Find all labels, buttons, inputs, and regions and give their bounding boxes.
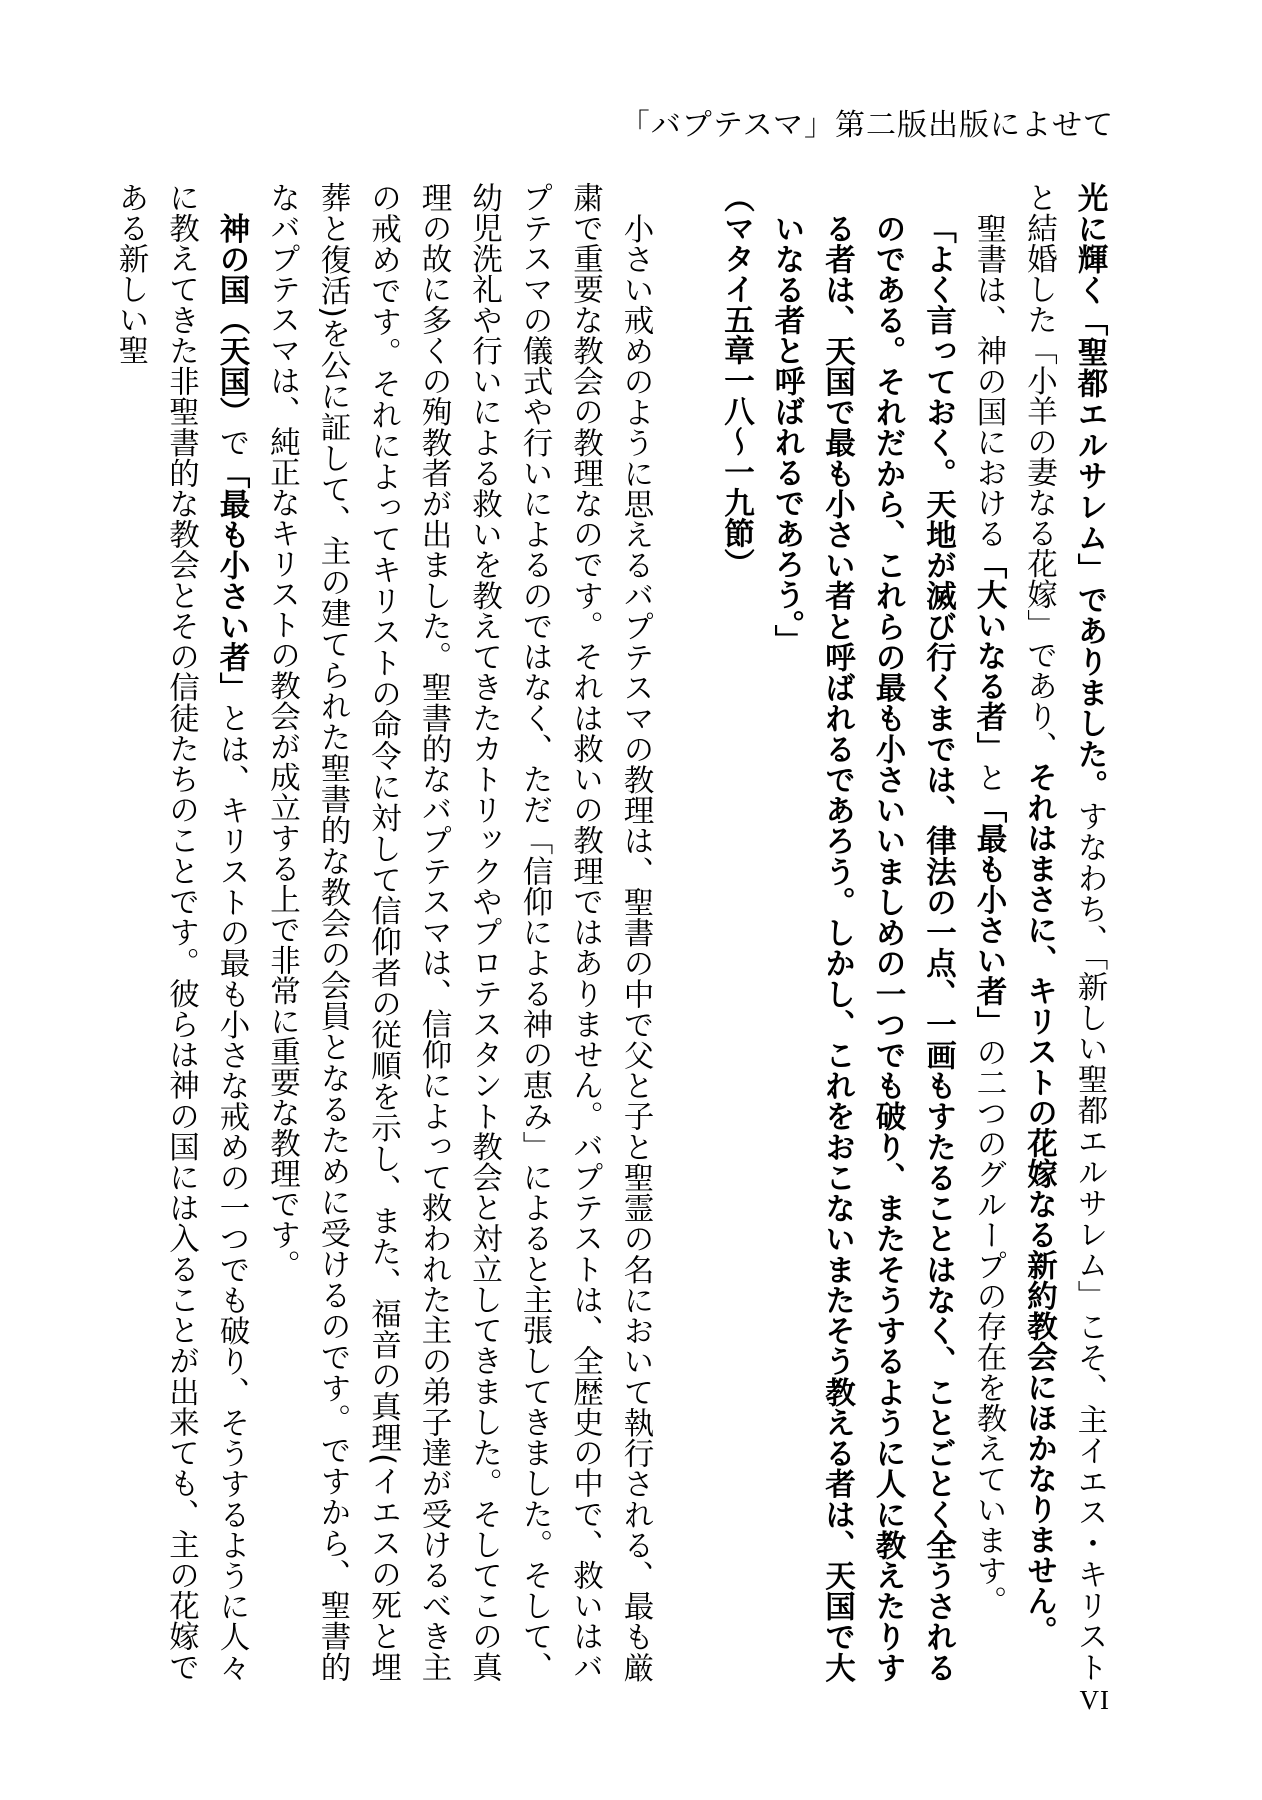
paragraph-1-emphasis-2: それはまさに、キリストの花嫁なる新約教会にほかなりません。 [1021,761,1057,1646]
paragraph-1-text: すなわち、「新しい聖都エルサレム」こそ、主イエス・キリストと結婚した「小羊の妻なる花嫁」であり、 [1021,182,1107,1683]
paragraph-3: 小さい戒めのように思えるバプテスマの教理は、聖書の中で父と子と聖霊の名において執行される、最も厳粛で重要な教会の教理なのです。それは救いの教理ではありません。バプテストは、全歴史の中で、救いはバプテスマの儀式や行いによるのではなく、ただ「信仰による神の恵み」によると主張してきました。そして、幼児洗礼や行いによる救いを教えてきたカトリックやプロテスタント教会と対立してきました。そしてこの真理の故に多くの殉教者が出ました。聖書的なバプテスマは、信仰によって救われた主の弟子達が受けるべき主の戒めです。それによってキリストの命令に対して信仰者の従順を示し、また、福音の真理(イエスの死と埋葬と復活)を公に証して、主の建てられた聖書的な教会の会員となるために受けるのです。ですから、聖書的なバプテスマは、純正なキリストの教会が成立する上で非常に重要な教理です。 [264,182,653,1683]
paragraph-1-emphasis: 光に輝く「聖都エルサレム」でありました。 [1072,182,1107,801]
paragraph-4-emphasis-kingdom: 神の国（天国） [214,212,249,427]
paragraph-1 [1013,182,1114,1682]
scripture-quote [761,182,963,1682]
paragraph-2 [963,182,1014,1682]
paragraph-4-text-a: で [214,426,249,458]
paragraph-2-emphasis-least: 「最も小さい者」 [971,792,1006,1036]
paragraph-4-text-b: とは、キリストの最も小さな戒めの一つでも破り、そうするように人々に教えてきた非聖書的な教会とその信徒たちのことです。彼らは神の国には入ることが出来ても、主の花嫁である新しい聖 [113,182,249,1683]
paragraph-4-emphasis-least: 「最も小さい者」 [214,457,249,703]
paragraph-4 [105,182,257,1682]
scripture-quote-text: 「よく言っておく。天地が滅び行くまでは、律法の一点、一画もすたることはなく、ことごとく全うされるのである。それだから、これらの最も小さいいましめの一つでも破り、またそうするように人に教えたりする者は、天国で最も小さい者と呼ばれるであろう。しかし、これをおこないまたそう教える者は、天国で大いなる者と呼ばれるであろう。」 [769,212,956,1683]
running-header: 「バプテスマ」第二版出版によせて [619,109,1114,142]
scripture-reference: （マタイ五章一八～一九節） [718,182,754,579]
paragraph-2-text-a: 聖書は、神の国における [971,212,1006,548]
body-text [113,182,1114,1683]
paragraph-2-emphasis-great: 「大いなる者」 [971,548,1006,762]
paragraph-2-text-b: と [971,761,1006,792]
paragraph-2-text-c: の二つのグループの存在を教えています。 [971,1036,1006,1616]
page-number: VI [1079,1685,1110,1715]
